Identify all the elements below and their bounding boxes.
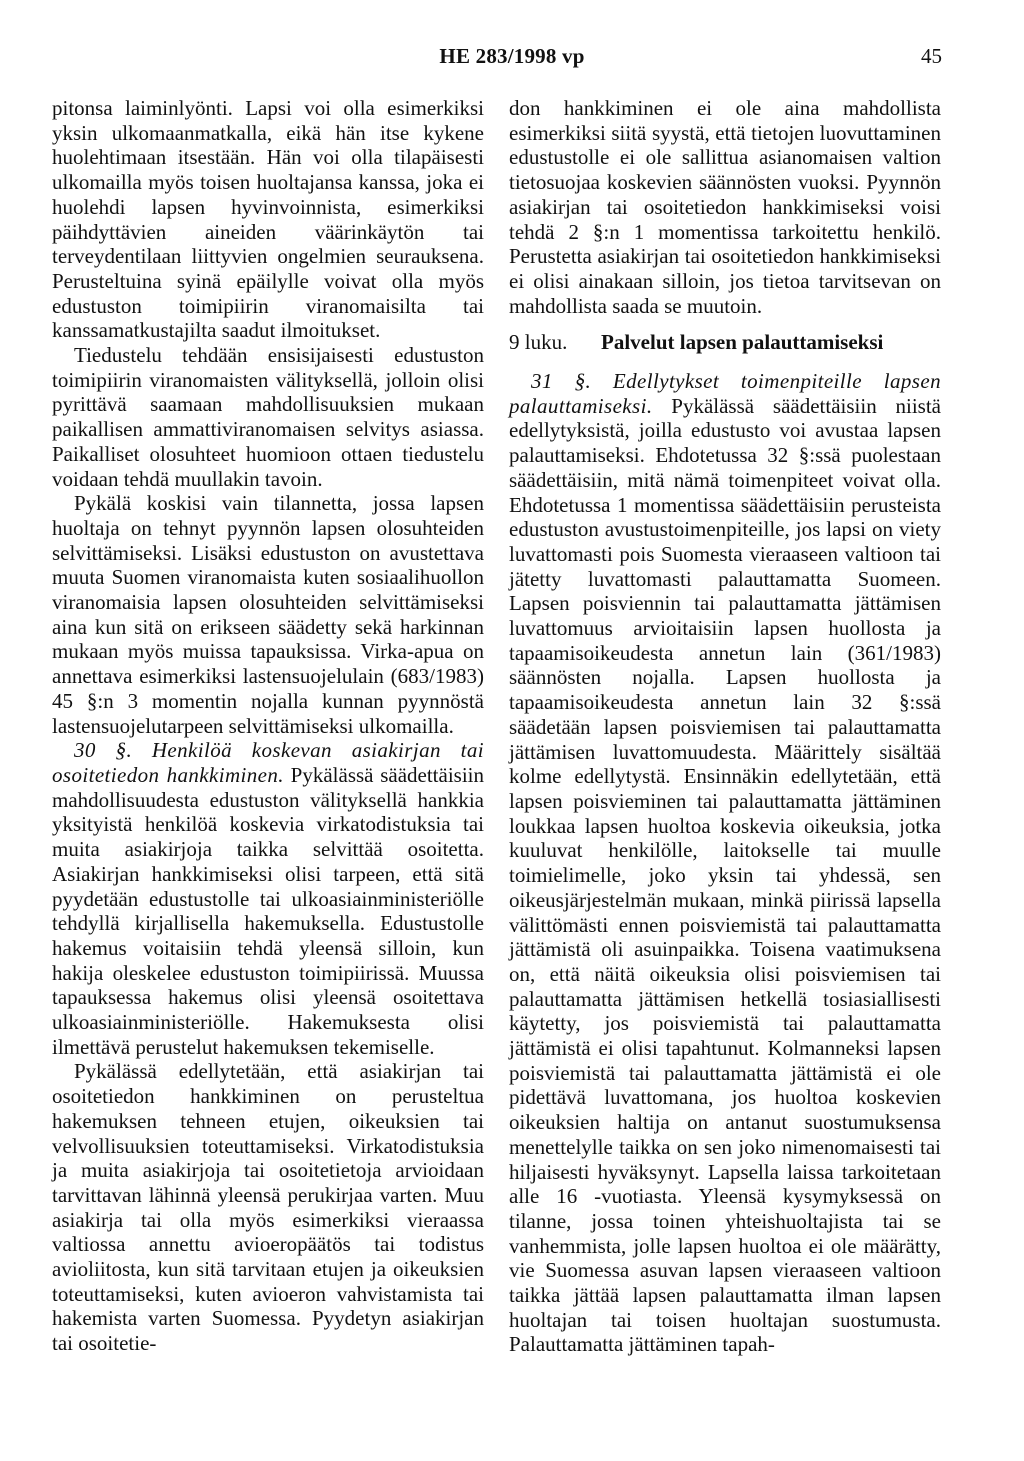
right-column xyxy=(509,96,941,1357)
chapter-number: 9 luku. xyxy=(509,330,568,355)
section-30-heading: 30 §. Henkilöä koskevan asiakirjan tai osoitetiedon hankkiminen. xyxy=(52,738,484,787)
paragraph: Tiedustelu tehdään ensisijaisesti edustuston toimipiirin viranomaisten välityksellä, jolloin olisi pyrittävä saamaan mahdollisuuksien mukaan paikallisen ammattiviranomaisen selvitys asiassa. Paikalliset olosuhteet huomioon ottaen tiedustelu voidaan tehdä muullakin tavoin. xyxy=(52,343,484,491)
section-30-body: Pykälässä säädettäisiin mahdollisuudesta edustuston välityksellä hankkia yksityistä henkilöä koskevia virkatodistuksia tai muita asiakirjoja taikka selvittää osoitetta. Asiakirjan hankkimiseksi olisi tarpeen, että sitä pyydetään edustustolle tai ulkoasiainministeriölle tehdyllä kirjallisella hakemuksella. Edustustolle hakemus voitaisiin tehdä yleensä silloin, kun hakija oleskelee edustuston toimipiirissä. Muussa tapauksessa hakemus olisi yleensä osoitettava ulkoasiainministeriölle. Hakemuksesta olisi ilmettävä perustelut hakemuksen tekemiselle. xyxy=(52,762,485,1059)
page-number: 45 xyxy=(921,44,942,68)
paragraph: don hankkiminen ei ole aina mahdollista esimerkiksi siitä syystä, että tietojen luovuttaminen edustustolle ei ole sallittua asianomaisen valtion tietosuojaa koskevien säännösten vuoksi. Pyynnön asiakirjan tai osoitetiedon hankkimiseksi voisi tehdä 2 §:n 1 momentissa tarkoitettu henkilö. Perustetta asiakirjan tai osoitetiedon hankkimiseksi ei olisi ainakaan silloin, jos tietoa tarvitsevan on mahdollista saada se muutoin. xyxy=(509,96,941,318)
paragraph: pitonsa laiminlyönti. Lapsi voi olla esimerkiksi yksin ulkomaanmatkalla, eikä hän itse kykene huolehtimaan itsestään. Hän voi olla tilapäisesti ulkomailla myös toisen huoltajansa kanssa, joka ei huolehdi lapsen hyvinvoinnista, esimerkiksi päihdyttävien aineiden väärinkäytön tai terveydentilaan liittyvien ongelmien seurauksena. Perusteltuina syinä epäilylle voivat olla myös edustuston toimipiirin viranomaisilta tai kanssamatkustajilta saadut ilmoitukset. xyxy=(52,96,484,343)
page-header xyxy=(0,44,1024,76)
chapter-heading xyxy=(509,330,941,355)
left-column xyxy=(52,96,484,1356)
document-title: HE 283/1998 vp xyxy=(439,44,585,68)
section-30 xyxy=(52,738,484,1059)
section-31-body: Pykälässä säädettäisiin niistä edellytyksistä, joilla edustusto voi avustaa lapsen palauttamiseksi. Ehdotetussa 32 §:ssä puolestaan säädettäisiin, mitä nämä toimenpiteet voivat olla. Ehdotetussa 1 momentissa säädettäisiin perusteista edustuston avustustoimenpiteille, jos lapsi on viety luvattomasti pois Suomesta vieraaseen valtioon tai jätetty luvattomasti palauttamatta Suomeen. Lapsen poisviennin tai palauttamatta jättämisen luvattomuus arvioitaisiin lapsen huollosta ja tapaamisoikeudesta annetun lain (361/1983) säännösten nojalla. Lapsen huollosta ja tapaamisoikeudesta annetun lain 32 §:ssä säädetään lapsen poisviemisen tai palauttamatta jättämisen luvattomuudesta. Määrittely sisältää kolme edellytystä. Ensinnäkin edellytetään, että lapsen poisvieminen tai palauttamatta jättäminen loukkaa lapsen huoltoa koskevia oikeuksia, jotka kuuluvat henkilölle, laitokselle tai muulle toimielimelle, joko yksin tai yhdessä, sen oikeusjärjestelmän mukaan, minkä piirissä lapsella välittömästi ennen poisviemistä tai palauttamatta jättämistä oli asuinpaikka. Toisena vaatimuksena on, että näitä oikeuksia olisi poisviemisen tai palauttamatta jättämisen hetkellä tosiasiallisesti käytetty, jos poisviemistä tai palauttamatta jättämistä ei olisi tapahtunut. Kolmanneksi lapsen poisviemistä tai palauttamatta jättämistä ei ole pidettävä luvattomana, jos huoltoa koskevien oikeuksien haltija on antanut suostumuksensa menettelylle taikka on sen joko nimenomaisesti tai hiljaisesti hyväksynyt. Lapsella laissa tarkoitetaan alle 16 -vuotiasta. Yleensä kysymyksessä on tilanne, jossa toinen yhteishuoltajista tai se vanhemmista, jolle lapsen huoltoa ei ole määrätty, vie Suomessa asuvan lapsen vieraaseen valtioon taikka jättää lapsen palauttamatta ilman lapsen huoltajan tai toisen huoltajan suostumusta. Palauttamatta jättäminen tapah- xyxy=(509,393,941,1357)
section-31-heading: 31 §. Edellytykset toimenpiteille lapsen palauttamiseksi. xyxy=(509,369,941,418)
paragraph: Pykälässä edellytetään, että asiakirjan tai osoitetiedon hankkiminen on perusteltua hakemuksen tehneen etujen, oikeuksien tai velvollisuuksien toteuttamiseksi. Virkatodistuksia ja muita asiakirjoja tai osoitetietoja arvioidaan tarvittavan lähinnä yleensä perukirjaa varten. Muu asiakirja tai olla myös esimerkiksi vieraassa valtiossa annettu avioeropäätös tai todistus avioliitosta, kun sitä tarvitaan etujen ja oikeuksien toteuttamiseksi, kuten avioeron vahvistamista tai hakemista varten Suomessa. Pyydetyn asiakirjan tai osoitetie- xyxy=(52,1059,484,1356)
section-31 xyxy=(509,369,941,1357)
paragraph: Pykälä koskisi vain tilannetta, jossa lapsen huoltaja on tehnyt pyynnön lapsen olosuhteiden selvittämiseksi. Lisäksi edustuston on avustettava muuta Suomen viranomaista kuten sosiaalihuollon viranomaisia lapsen olosuhteiden selvittämiseksi aina kun sitä on erikseen säädetty sekä harkinnan mukaan myös muissa tapauksissa. Virka-apua on annettava esimerkiksi lastensuojelulain (683/1983) 45 §:n 3 momentin nojalla kunnan pyynnöstä lastensuojelutarpeen selvittämiseksi ulkomailla. xyxy=(52,491,484,738)
chapter-title: Palvelut lapsen palauttamiseksi xyxy=(601,330,884,355)
